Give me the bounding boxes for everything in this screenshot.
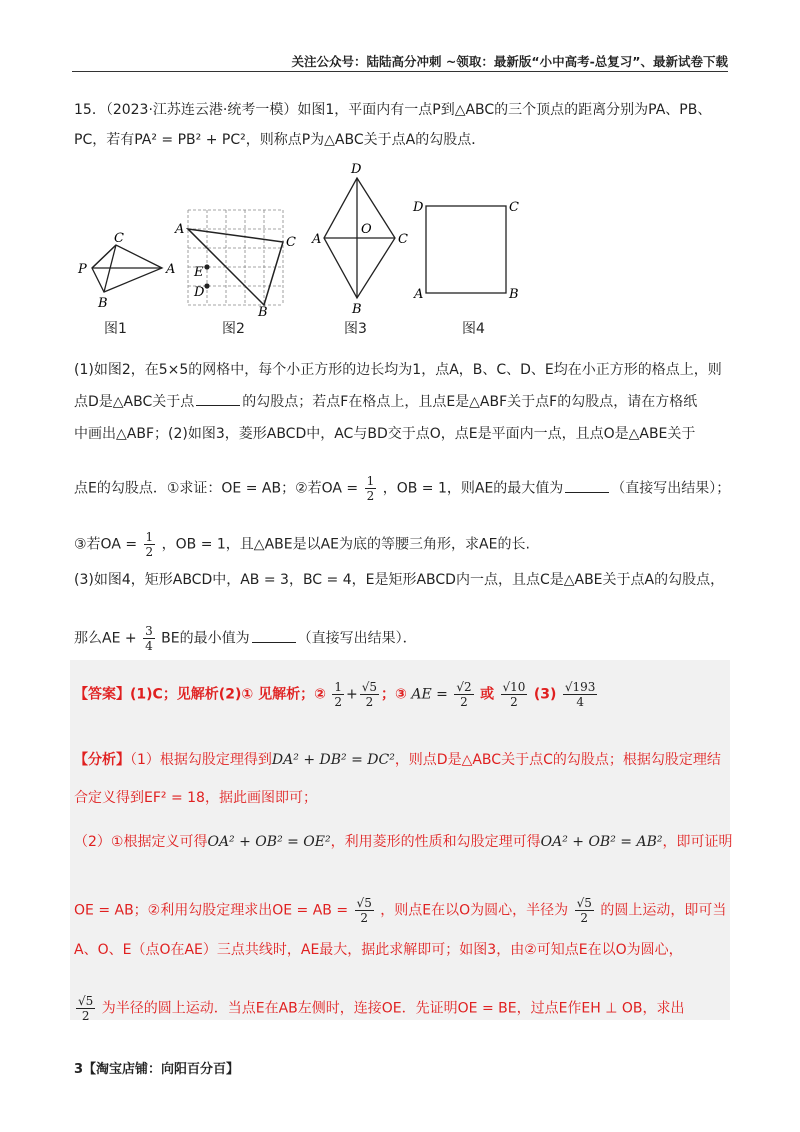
- fraction: $\frac{1}{2}$: [366, 474, 375, 503]
- figure-1: [74, 225, 184, 310]
- figure-2: [172, 200, 302, 318]
- answer-line: 【答案】(1)C；见解析(2)① 见解析；② $\frac{1}{2}$ + $\frac{√5}{2}$ ；③ AE = $\frac{√2}{2}$ 或 $\frac{√10}{2}$ (3) $\frac{√193}{4}$: [74, 680, 596, 709]
- answer-blank: [252, 630, 296, 643]
- fraction: $\frac{√5}{2}$: [356, 896, 372, 925]
- answer-label: 【答案】: [74, 686, 130, 703]
- fig2-point-d: D: [194, 285, 205, 300]
- analysis-line-5: A、O、E（点O在AE）三点共线时，AE最大，据此求解即可；如图3，由②可知点E在以O为圆心，: [74, 942, 683, 958]
- fig3-point-b: B: [352, 302, 362, 317]
- analysis-line-1: 【分析】（1）根据勾股定理得到DA² + DB² = DC²，则点D是△ABC关于点C的勾股点；根据勾股定理结: [74, 752, 721, 768]
- fraction: $\frac{1}{2}$: [334, 680, 343, 709]
- analysis-label: 【分析】: [74, 752, 130, 768]
- analysis-line-6: $\frac{√5}{2}$ 为半径的圆上运动．当点E在AB左侧时，连接OE．先证明OE = BE，过点E作EH ⊥ OB，求出: [78, 994, 685, 1023]
- fig1-label: 图1: [104, 321, 127, 337]
- fraction: $\frac{√5}{2}$: [576, 896, 592, 925]
- fig4-point-d: D: [413, 200, 424, 215]
- fig1-point-a: A: [166, 262, 176, 277]
- fig1-point-c: C: [114, 231, 124, 246]
- question-1-line-a: (1)如图2，在5×5的网格中，每个小正方形的边长均为1，点A，B、C、D、E均在小正方形的格点上，则: [74, 362, 722, 378]
- fig4-label: 图4: [462, 321, 485, 337]
- fraction: $\frac{√5}{2}$: [78, 994, 94, 1023]
- question-2-line-a: [74, 474, 730, 503]
- q3b-post: BE的最小值为: [161, 630, 250, 647]
- page-footer: 3【淘宝店铺：向阳百分百】: [74, 1062, 240, 1077]
- fig4-point-b: B: [509, 287, 519, 302]
- fraction: $\frac{1}{2}$: [145, 530, 154, 559]
- fraction: $\frac{√10}{2}$: [502, 680, 526, 709]
- fig3-point-d: D: [351, 162, 362, 177]
- q2a-pre: 点E的勾股点．①求证：OE = AB；②若OA =: [74, 480, 359, 497]
- answer-part1: (1)C；见解析(2)① 见解析；②: [130, 686, 326, 703]
- figure-3: [310, 158, 410, 318]
- question-1-line-b: [74, 392, 730, 412]
- fig2-point-d-dot: [204, 283, 209, 288]
- answer-blank: [196, 393, 240, 406]
- q2a-mid: ，OB = 1，则AE的最大值为: [382, 480, 564, 497]
- fig4-point-c: C: [509, 200, 519, 215]
- question-3-line-a: (3)如图4，矩形ABCD中，AB = 3，BC = 4，E是矩形ABCD内一点，且点C是△ABE关于点A的勾股点，: [74, 572, 725, 588]
- fig2-point-c: C: [286, 235, 296, 250]
- question-3-line-b: [74, 624, 730, 653]
- q3b-end: （直接写出结果）．: [297, 630, 417, 647]
- q3b-pre: 那么AE +: [74, 630, 137, 647]
- fraction: $\frac{3}{4}$: [145, 624, 153, 653]
- analysis-line-4: OE = AB；②利用勾股定理求出OE = AB = $\frac{√5}{2}$ ，则点E在以O为圆心，半径为 $\frac{√5}{2}$ 的圆上运动，即可当: [74, 896, 727, 925]
- fig2-point-a: A: [175, 222, 185, 237]
- page-header: 关注公众号：陆陆高分冲刺 ~领取：最新版“小中高考-总复习”、最新试卷下载: [291, 54, 728, 69]
- question-2-line-b: [74, 530, 730, 559]
- fig1-point-p: P: [78, 262, 87, 277]
- analysis-line-3: （2）①根据定义可得OA² + OB² = OE²，利用菱形的性质和勾股定理可得OA² + OB² = AB²，即可证明: [74, 834, 733, 850]
- q2b-post: ，OB = 1，且△ABE是以AE为底的等腰三角形，求AE的长.: [161, 536, 530, 553]
- problem-line-1: 15．（2023·江苏连云港·统考一模）如图1，平面内有一点P到△ABC的三个顶点的距离分别为PA、PB、: [74, 102, 712, 118]
- header-rule: [72, 71, 728, 72]
- fig1-point-b: B: [98, 296, 108, 310]
- fig4-point-a: A: [414, 287, 424, 302]
- q2a-post: （直接写出结果）；: [611, 480, 731, 497]
- fig3-point-o: O: [361, 222, 372, 237]
- fig3-point-c: C: [398, 232, 408, 247]
- fraction: $\frac{√193}{4}$: [564, 680, 596, 709]
- fig2-label: 图2: [222, 321, 245, 337]
- answer-blank: [565, 480, 609, 493]
- problem-line-2: PC，若有PA² = PB² + PC²，则称点P为△ABC关于点A的勾股点．: [74, 132, 486, 148]
- fraction: $\frac{√2}{2}$: [456, 680, 472, 709]
- q1b-post: 的勾股点；若点F在格点上，且点E是△ABF关于点F的勾股点，请在方格纸: [242, 394, 698, 410]
- fig2-point-e: E: [194, 265, 204, 280]
- fraction: $\frac{√5}{2}$: [361, 680, 378, 709]
- q2b-pre: ③若OA =: [74, 536, 138, 553]
- figure-4: [410, 195, 520, 305]
- analysis-line-2: 合定义得到EF² = 18，据此画图即可；: [74, 790, 317, 806]
- question-1-line-c: 中画出△ABF；(2)如图3，菱形ABCD中，AC与BD交于点O，点E是平面内一点，且点O是△ABE关于: [74, 426, 696, 442]
- fig3-label: 图3: [344, 321, 367, 337]
- fig3-point-a: A: [312, 232, 322, 247]
- q1b-pre: 点D是△ABC关于点: [74, 394, 195, 410]
- fig2-point-b: B: [258, 305, 268, 318]
- fig2-point-e-dot: [204, 264, 209, 269]
